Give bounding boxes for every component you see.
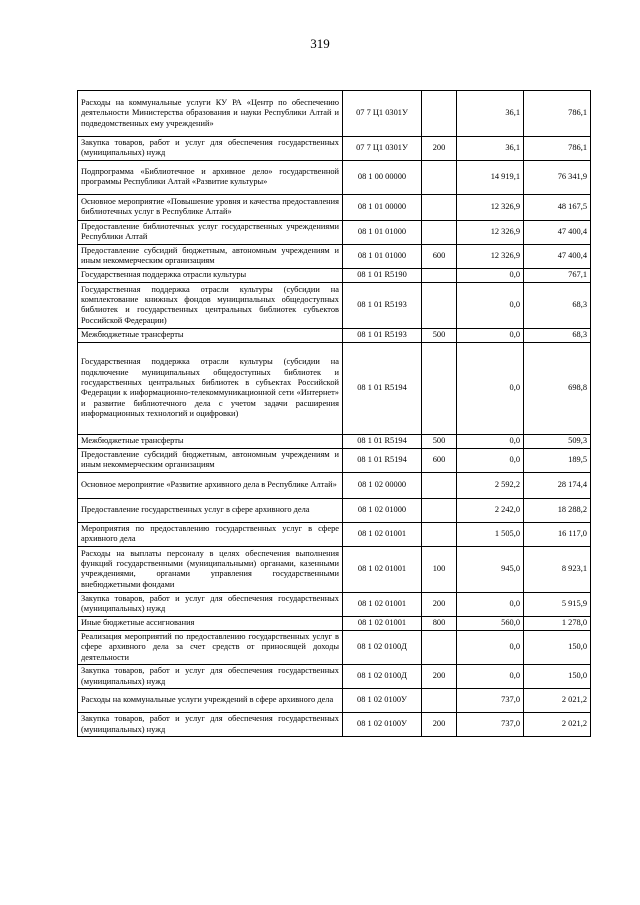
amount-second-year-cell: 189,5 xyxy=(524,448,591,472)
target-article-code-cell: 08 1 02 01000 xyxy=(343,498,422,522)
amount-second-year-cell: 48 167,5 xyxy=(524,194,591,220)
expense-name-cell: Мероприятия по предоставлению государственных услуг в сфере архивного дела xyxy=(78,522,343,546)
table-row xyxy=(78,268,591,282)
table-row xyxy=(78,194,591,220)
table-row xyxy=(78,592,591,616)
amount-second-year-cell: 76 341,9 xyxy=(524,160,591,194)
target-article-code-cell: 07 7 Ц1 0301У xyxy=(343,137,422,161)
amount-first-year-cell: 12 326,9 xyxy=(457,220,524,244)
amount-first-year-cell: 737,0 xyxy=(457,689,524,713)
expense-name-cell: Основное мероприятие «Развитие архивного дела в Республике Алтай» xyxy=(78,472,343,498)
expense-type-cell xyxy=(422,630,457,664)
table-row xyxy=(78,160,591,194)
amount-second-year-cell: 786,1 xyxy=(524,91,591,137)
expense-type-cell xyxy=(422,91,457,137)
target-article-code-cell: 08 1 01 R5194 xyxy=(343,434,422,448)
target-article-code-cell: 08 1 02 01001 xyxy=(343,522,422,546)
amount-first-year-cell: 1 505,0 xyxy=(457,522,524,546)
target-article-code-cell: 08 1 01 01000 xyxy=(343,244,422,268)
amount-first-year-cell: 0,0 xyxy=(457,342,524,434)
amount-second-year-cell: 68,3 xyxy=(524,282,591,328)
expense-type-cell: 200 xyxy=(422,665,457,689)
target-article-code-cell: 08 1 02 0100Д xyxy=(343,665,422,689)
amount-second-year-cell: 47 400,4 xyxy=(524,244,591,268)
amount-second-year-cell: 1 278,0 xyxy=(524,616,591,630)
target-article-code-cell: 07 7 Ц1 0301У xyxy=(343,91,422,137)
target-article-code-cell: 08 1 00 00000 xyxy=(343,160,422,194)
expense-type-cell: 500 xyxy=(422,328,457,342)
target-article-code-cell: 08 1 02 0100Д xyxy=(343,630,422,664)
table-row xyxy=(78,472,591,498)
expense-name-cell: Государственная поддержка отрасли культуры (субсидии на комплектование книжных фондов муниципальных общедоступных библиотек и государственных центральных библиотек субъектов Российской Федерации) xyxy=(78,282,343,328)
table-row xyxy=(78,91,591,137)
amount-first-year-cell: 0,0 xyxy=(457,328,524,342)
table-row xyxy=(78,448,591,472)
expense-type-cell: 200 xyxy=(422,713,457,737)
amount-second-year-cell: 698,8 xyxy=(524,342,591,434)
table-row xyxy=(78,244,591,268)
expense-name-cell: Расходы на коммунальные услуги учреждений в сфере архивного дела xyxy=(78,689,343,713)
expense-type-cell xyxy=(422,689,457,713)
target-article-code-cell: 08 1 01 R5190 xyxy=(343,268,422,282)
expense-name-cell: Закупка товаров, работ и услуг для обеспечения государственных (муниципальных) нужд xyxy=(78,137,343,161)
expense-name-cell: Основное мероприятие «Повышение уровня и качества предоставления библиотечных услуг в Республике Алтай» xyxy=(78,194,343,220)
expense-type-cell: 200 xyxy=(422,137,457,161)
table-row xyxy=(78,328,591,342)
budget-table-body xyxy=(78,91,591,737)
amount-second-year-cell: 8 923,1 xyxy=(524,546,591,592)
table-row xyxy=(78,689,591,713)
expense-name-cell: Межбюджетные трансферты xyxy=(78,434,343,448)
amount-second-year-cell: 47 400,4 xyxy=(524,220,591,244)
amount-first-year-cell: 0,0 xyxy=(457,665,524,689)
target-article-code-cell: 08 1 01 R5194 xyxy=(343,342,422,434)
expense-name-cell: Межбюджетные трансферты xyxy=(78,328,343,342)
amount-first-year-cell: 0,0 xyxy=(457,282,524,328)
expense-name-cell: Предоставление государственных услуг в сфере архивного дела xyxy=(78,498,343,522)
target-article-code-cell: 08 1 02 01001 xyxy=(343,592,422,616)
amount-first-year-cell: 945,0 xyxy=(457,546,524,592)
table-row xyxy=(78,498,591,522)
expense-type-cell xyxy=(422,342,457,434)
expense-name-cell: Закупка товаров, работ и услуг для обеспечения государственных (муниципальных) нужд xyxy=(78,665,343,689)
amount-second-year-cell: 28 174,4 xyxy=(524,472,591,498)
budget-table xyxy=(77,90,591,737)
amount-second-year-cell: 786,1 xyxy=(524,137,591,161)
expense-type-cell xyxy=(422,498,457,522)
table-row xyxy=(78,616,591,630)
amount-second-year-cell: 2 021,2 xyxy=(524,713,591,737)
target-article-code-cell: 08 1 02 01001 xyxy=(343,616,422,630)
expense-type-cell xyxy=(422,194,457,220)
expense-name-cell: Иные бюджетные ассигнования xyxy=(78,616,343,630)
amount-second-year-cell: 509,3 xyxy=(524,434,591,448)
amount-first-year-cell: 0,0 xyxy=(457,592,524,616)
expense-type-cell: 600 xyxy=(422,448,457,472)
amount-first-year-cell: 2 592,2 xyxy=(457,472,524,498)
amount-first-year-cell: 36,1 xyxy=(457,137,524,161)
table-row xyxy=(78,546,591,592)
amount-first-year-cell: 12 326,9 xyxy=(457,194,524,220)
amount-first-year-cell: 0,0 xyxy=(457,448,524,472)
target-article-code-cell: 08 1 02 0100У xyxy=(343,713,422,737)
target-article-code-cell: 08 1 01 R5194 xyxy=(343,448,422,472)
amount-first-year-cell: 14 919,1 xyxy=(457,160,524,194)
expense-name-cell: Предоставление субсидий бюджетным, автономным учреждениям и иным некоммерческим организациям xyxy=(78,448,343,472)
table-row xyxy=(78,434,591,448)
expense-name-cell: Расходы на коммунальные услуги КУ РА «Центр по обеспечению деятельности Министерства образования и науки Республики Алтай и подведомственных ему учреждений» xyxy=(78,91,343,137)
expense-name-cell: Государственная поддержка отрасли культуры xyxy=(78,268,343,282)
expense-name-cell: Предоставление субсидий бюджетным, автономным учреждениям и иным некоммерческим организациям xyxy=(78,244,343,268)
expense-name-cell: Государственная поддержка отрасли культуры (субсидии на подключение муниципальных общедоступных библиотек и государственных центральных библиотек в субъектах Российской Федерации к информационно-телекоммуникационной сети «Интернет» и развитие библиотечного дела с учетом задачи расширения информационных технологий и оцифровки) xyxy=(78,342,343,434)
amount-second-year-cell: 16 117,0 xyxy=(524,522,591,546)
table-row xyxy=(78,522,591,546)
expense-type-cell: 500 xyxy=(422,434,457,448)
amount-first-year-cell: 560,0 xyxy=(457,616,524,630)
expense-type-cell: 100 xyxy=(422,546,457,592)
target-article-code-cell: 08 1 02 01001 xyxy=(343,546,422,592)
expense-name-cell: Реализация мероприятий по предоставлению государственных услуг в сфере архивного дела за счет средств от приносящей доходы деятельности xyxy=(78,630,343,664)
expense-name-cell: Закупка товаров, работ и услуг для обеспечения государственных (муниципальных) нужд xyxy=(78,713,343,737)
table-row xyxy=(78,137,591,161)
amount-first-year-cell: 737,0 xyxy=(457,713,524,737)
amount-second-year-cell: 150,0 xyxy=(524,630,591,664)
amount-first-year-cell: 36,1 xyxy=(457,91,524,137)
target-article-code-cell: 08 1 02 0100У xyxy=(343,689,422,713)
table-row xyxy=(78,282,591,328)
amount-first-year-cell: 12 326,9 xyxy=(457,244,524,268)
amount-second-year-cell: 767,1 xyxy=(524,268,591,282)
amount-first-year-cell: 0,0 xyxy=(457,434,524,448)
table-row xyxy=(78,342,591,434)
amount-second-year-cell: 150,0 xyxy=(524,665,591,689)
expense-type-cell xyxy=(422,160,457,194)
amount-second-year-cell: 2 021,2 xyxy=(524,689,591,713)
amount-second-year-cell: 68,3 xyxy=(524,328,591,342)
amount-second-year-cell: 18 288,2 xyxy=(524,498,591,522)
table-row xyxy=(78,713,591,737)
amount-first-year-cell: 0,0 xyxy=(457,268,524,282)
expense-name-cell: Подпрограмма «Библиотечное и архивное дело» государственной программы Республики Алтай «Развитие культуры» xyxy=(78,160,343,194)
expense-type-cell: 200 xyxy=(422,592,457,616)
target-article-code-cell: 08 1 01 R5193 xyxy=(343,328,422,342)
target-article-code-cell: 08 1 01 00000 xyxy=(343,194,422,220)
expense-type-cell: 800 xyxy=(422,616,457,630)
target-article-code-cell: 08 1 02 00000 xyxy=(343,472,422,498)
target-article-code-cell: 08 1 01 01000 xyxy=(343,220,422,244)
expense-type-cell: 600 xyxy=(422,244,457,268)
expense-type-cell xyxy=(422,220,457,244)
expense-type-cell xyxy=(422,282,457,328)
expense-type-cell xyxy=(422,472,457,498)
table-row xyxy=(78,220,591,244)
expense-name-cell: Закупка товаров, работ и услуг для обеспечения государственных (муниципальных) нужд xyxy=(78,592,343,616)
amount-second-year-cell: 5 915,9 xyxy=(524,592,591,616)
expense-type-cell xyxy=(422,268,457,282)
target-article-code-cell: 08 1 01 R5193 xyxy=(343,282,422,328)
amount-first-year-cell: 2 242,0 xyxy=(457,498,524,522)
expense-name-cell: Расходы на выплаты персоналу в целях обеспечения выполнения функций государственными (муниципальными) органами, казенными учреждениями, органами управления государственными внебюджетными фондами xyxy=(78,546,343,592)
table-row xyxy=(78,630,591,664)
table-row xyxy=(78,665,591,689)
page-number: 319 xyxy=(310,36,330,51)
expense-name-cell: Предоставление библиотечных услуг государственных учреждениями Республики Алтай xyxy=(78,220,343,244)
expense-type-cell xyxy=(422,522,457,546)
amount-first-year-cell: 0,0 xyxy=(457,630,524,664)
